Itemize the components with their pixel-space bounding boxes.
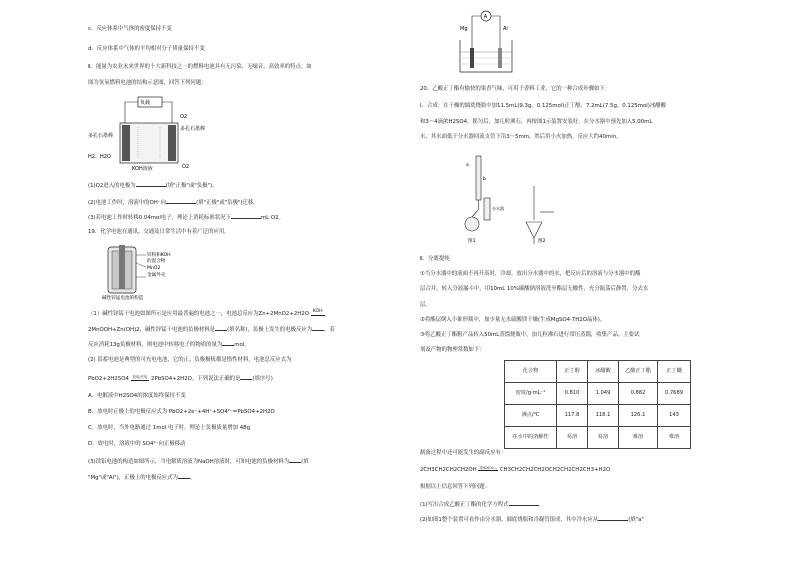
right-electrode-label: 多孔石墨棒 bbox=[180, 126, 206, 132]
p1-line3: 反应消耗13g负极材料，则电池中转移电子的物质的量为 mol。 bbox=[88, 342, 250, 348]
table-header: 正丁醚 bbox=[658, 361, 691, 383]
discharge-charge-arrow: 放电/充电 bbox=[132, 375, 148, 379]
table-cell: 易溶 bbox=[557, 427, 588, 449]
option-C: C．放电时，当外电路通过 1mol 电子时，理论上负极质量增加 48g bbox=[88, 425, 251, 431]
zinc-label-1: 锌粉和KOH bbox=[147, 253, 171, 258]
synthesis-line3: 水，其水面低于分水器回流支管下沿3～5mm，然后用小火加热，反应大约40min。 bbox=[420, 134, 622, 140]
table-cell: 难溶 bbox=[619, 427, 658, 449]
option-B: B．放电时正极上的电极反应式为 PbO2+2e⁻+4H⁺+SO4²⁻=PbSO4+2H2O bbox=[88, 409, 275, 415]
table-header: 正丁醇 bbox=[557, 361, 588, 383]
beaker bbox=[460, 40, 512, 72]
zinc-label-3: MnO2 bbox=[147, 266, 161, 271]
p2-line2: PbO2+2H2SO4 放电/充电 2PbSO4+2H2O。下列说法正确的是 (填序号) bbox=[88, 375, 273, 382]
zinc-label-2: 的混合物 bbox=[147, 259, 166, 264]
mg-electrode bbox=[470, 48, 474, 68]
condenser bbox=[476, 156, 481, 200]
water-separator bbox=[484, 198, 490, 220]
r2: (2)如图1整个装置可看作由分水器、圆底烧瓶和冷凝管组成，其中冷水应从 (填"a" bbox=[420, 517, 644, 523]
table-header: 乙酸正丁酯 bbox=[619, 361, 658, 383]
label-a: a bbox=[466, 163, 469, 168]
fig2-caption: 图2 bbox=[538, 239, 546, 244]
table-cell: 126.1 bbox=[619, 405, 658, 427]
fig1-caption: 图1 bbox=[468, 239, 476, 244]
h2-inlet-label: H2、H2O bbox=[88, 154, 111, 160]
reaction-condition: 浓H2SO4 △ bbox=[479, 466, 498, 470]
table-cell: 117.8 bbox=[557, 405, 588, 427]
q3: (3)若电池工作时转移0.04mol电子，理论上消耗标准状况下 mL O2。 bbox=[88, 215, 284, 221]
p1-line1: （1）碱性锌锰干电池如图所示是应用最普遍的电池之一，电池总反应为Zn+2MnO2+2H2O KOH bbox=[88, 309, 323, 317]
section-2-intro-line1: Ⅱ．能量为农业未来世界的十大新科技之一的燃料电池具有无污染、无噪音、高效率的特点。如 bbox=[88, 64, 312, 70]
separator-label: 分水器 bbox=[492, 206, 504, 211]
option-d: d．反应体系中气体的平均相对分子质量保持不变 bbox=[88, 46, 205, 52]
p3-line1: (3)镁铝电池的构造如图所示，当电解质溶液为NaOH溶液时，可知电池的负极材料为 (填 bbox=[88, 459, 309, 465]
separation-1-line1: ①当分水器中的液面不再升高时，冷却，放出分水器中的水，把反应后的溶液与分水器中的酯 bbox=[420, 271, 641, 277]
label-b: b bbox=[483, 177, 486, 182]
left-electrode-label: 多孔石墨棒 bbox=[88, 133, 114, 139]
answer-blank[interactable] bbox=[178, 473, 190, 479]
separation-1-line3: 层。 bbox=[420, 302, 431, 308]
p1-line2: 2MnOOH+Zn(OH)2，碱性锌锰干电池的负极材料是 (填名称)，负极上发生的电极反应为 。若 bbox=[88, 327, 335, 333]
table-header: 冰醋酸 bbox=[588, 361, 619, 383]
synthesis-line2: 和3～4滴浓H2SO4，摇匀后，加几粒沸石，再按图1示装置安装好。在分水器中预先加入5.00mL bbox=[420, 119, 653, 125]
answer-blank[interactable] bbox=[231, 213, 261, 219]
koh-condition: KOH bbox=[311, 309, 325, 316]
table-cell: 沸点/℃ bbox=[505, 405, 557, 427]
table-header: 化合物 bbox=[505, 361, 557, 383]
separation-2: ②将酯层倒入小锥形瓶中，加少量无水硫酸镁干燥(生成MgSO4·7H2O晶体)。 bbox=[420, 317, 606, 323]
answer-blank[interactable] bbox=[166, 198, 196, 204]
table-header-row bbox=[505, 361, 691, 383]
section-2-intro-line2: 图为氢氧燃料电池的结构示意图，回答下列问题： bbox=[88, 80, 207, 86]
answer-blank[interactable] bbox=[312, 325, 324, 331]
load-label: 负载 bbox=[140, 100, 151, 106]
side-reaction-intro: 制备过程中还可能发生的副反应有： bbox=[420, 450, 507, 456]
option-A: A．电解液中H2SO4的浓度始终保持不变 bbox=[88, 393, 186, 399]
o2-top-label: O2 bbox=[180, 114, 188, 120]
synthesis-line1: Ⅰ．合成：在干燥的圆底烧瓶中加11.5mL(9.3g，0.125mol)正丁醇、7.2mL(7.5g，0.125mol)冰醋酸 bbox=[420, 103, 667, 109]
zinc-label-4: 金属外壳 bbox=[147, 273, 166, 278]
option-c: c．反应体系中气体的密度保持不变 bbox=[88, 26, 172, 32]
separatory-funnel bbox=[526, 222, 542, 238]
p3-line2: "Mg"或"Al")，正极上的电极反应式为 。 bbox=[88, 475, 196, 481]
answer-blank[interactable] bbox=[215, 325, 227, 331]
table-cell: 118.1 bbox=[588, 405, 619, 427]
battery-rod bbox=[119, 245, 125, 289]
separation-1-line2: 层合并，转入分液漏斗中，用10mL 10%碳酸钠溶液洗至酯层无酸性，充分振荡后静置，分去水 bbox=[420, 286, 649, 292]
table-cell: 143 bbox=[658, 405, 691, 427]
physical-constants-table bbox=[504, 360, 691, 449]
separation-3-line2: 剂及产物的物理常数如下： bbox=[420, 347, 485, 353]
answer-blank[interactable] bbox=[289, 457, 301, 463]
right-electrode bbox=[168, 125, 176, 161]
q2: (2)电池工作时，溶液中的OH⁻向 (填"正极"或"负极")迁移。 bbox=[88, 200, 259, 206]
o2-bottom-label: O2 bbox=[182, 164, 190, 170]
p2-line1: (2) 铅蓄电池是典型的可充电电池，它的正、负极极板都是惰性材料，电池总反应式为 bbox=[88, 357, 292, 363]
apparatus-diagram bbox=[456, 150, 566, 246]
table-row bbox=[505, 383, 691, 405]
answer-intro: 根据以上信息回答下列问题： bbox=[420, 484, 491, 490]
mg-al-cell-diagram bbox=[456, 8, 516, 78]
answer-blank[interactable] bbox=[136, 181, 166, 187]
side-reaction-equation: 2CH3CH2CH2CH2OH 浓H2SO4 △ CH3CH2CH2CH2OCH2CH2CH2CH3+H2O bbox=[420, 466, 611, 473]
table-cell: 难溶 bbox=[658, 427, 691, 449]
al-electrode bbox=[498, 48, 502, 68]
al-label: Al bbox=[503, 26, 508, 32]
zinc-battery-diagram bbox=[102, 243, 182, 301]
table-cell: 在水中的溶解性 bbox=[505, 427, 557, 449]
table-cell: 密度/g·mL⁻¹ bbox=[505, 383, 557, 405]
table-row bbox=[505, 405, 691, 427]
electrolyte-label: KOH溶液 bbox=[132, 166, 153, 172]
separation-title: Ⅱ．分离提纯 bbox=[420, 256, 450, 262]
answer-blank[interactable] bbox=[509, 500, 539, 506]
option-D: D．放电时，溶液中的 SO4²⁻向正极移动 bbox=[88, 441, 186, 447]
fuel-cell-diagram bbox=[88, 93, 218, 175]
table-cell: 0.810 bbox=[557, 383, 588, 405]
separation-3-line1: ③将乙酸正丁酯粗产品转入50mL蒸馏烧瓶中，加几粒沸石进行常压蒸馏，收集产品。主要试 bbox=[420, 332, 640, 338]
table-cell: 1.049 bbox=[588, 383, 619, 405]
table-cell: 0.882 bbox=[619, 383, 658, 405]
zinc-caption: 碱性锌锰电池的构造 bbox=[102, 296, 144, 301]
r1: (1)写出合成乙酸正丁酯的化学方程式 。 bbox=[420, 502, 544, 508]
round-bottom-flask bbox=[465, 217, 479, 231]
table-cell: 易溶 bbox=[588, 427, 619, 449]
question-19: 19．化学电池在通讯、交通及日常生活中有着广泛的应用。 bbox=[88, 229, 230, 235]
q1: (1)O2进入的电极为 (填"正极"或"负极")。 bbox=[88, 183, 218, 189]
answer-blank[interactable] bbox=[222, 340, 234, 346]
table-row bbox=[505, 427, 691, 449]
question-20: 20．乙酸正丁酯有愉快的果香气味，可用于香料工业，它的一种合成步骤如下： bbox=[420, 86, 611, 92]
mg-label: Mg bbox=[460, 26, 468, 32]
ammeter-label: A bbox=[483, 14, 488, 20]
answer-blank[interactable] bbox=[240, 374, 252, 380]
table-cell: 0.7689 bbox=[658, 383, 691, 405]
left-electrode bbox=[122, 125, 130, 161]
answer-blank[interactable] bbox=[598, 515, 628, 521]
